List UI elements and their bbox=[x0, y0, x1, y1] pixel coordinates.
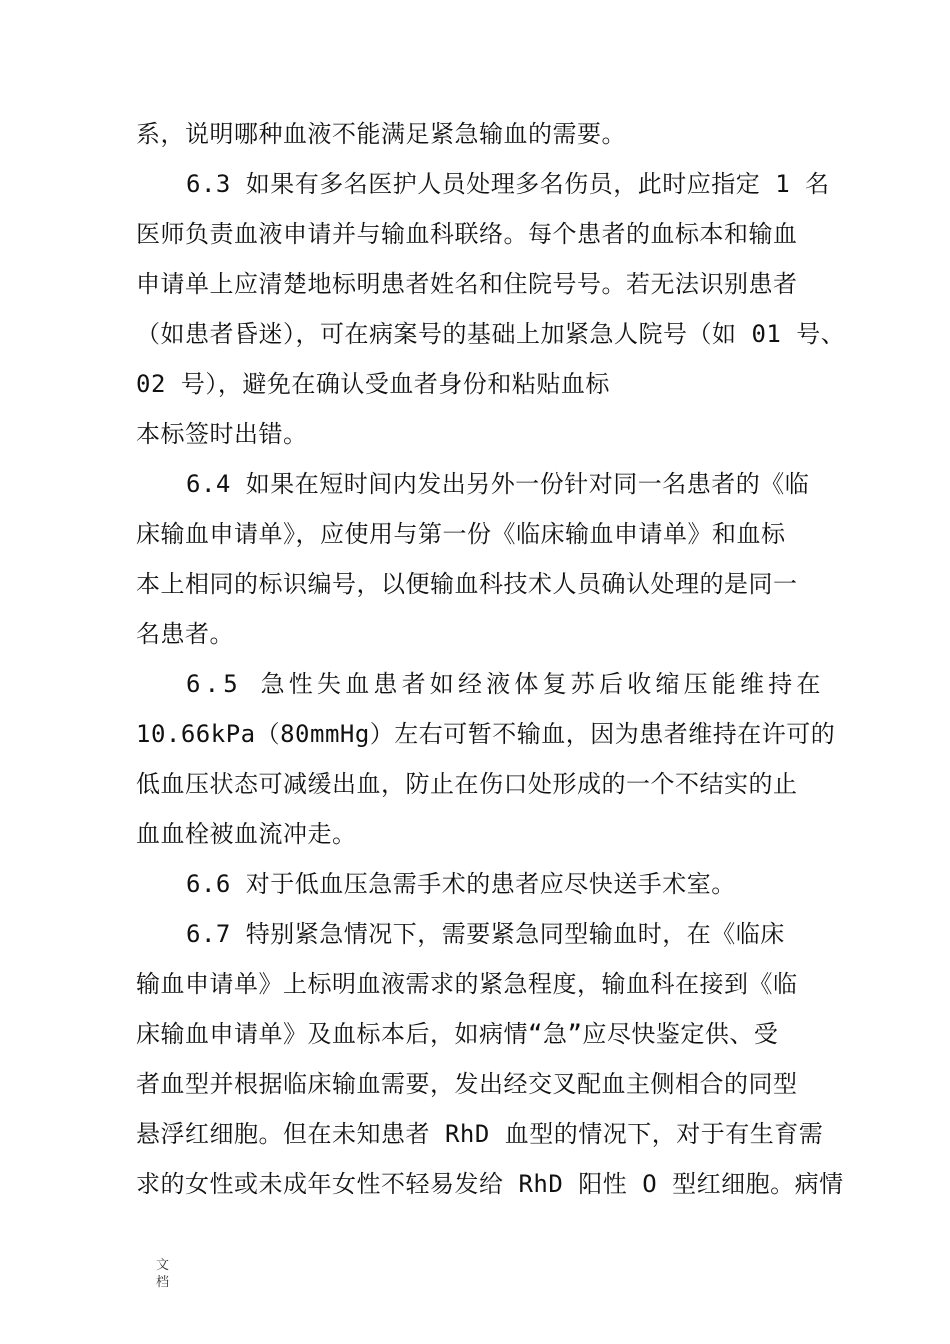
text-line: 床输血申请单》及血标本后，如病情“急”应尽快鉴定供、受 bbox=[136, 1020, 779, 1048]
paragraph-6-6: 6.6 对于低血压急需手术的患者应尽快送手术室。 bbox=[186, 870, 736, 898]
text-line: 02 号），避免在确认受血者身份和粘贴血标 bbox=[136, 370, 610, 398]
text-line: （如患者昏迷），可在病案号的基础上加紧急人院号（如 01 号、 bbox=[136, 320, 846, 348]
text-line: 申请单上应清楚地标明患者姓名和住院号号。若无法识别患者 bbox=[136, 270, 798, 298]
text-line: 输血申请单》上标明血液需求的紧急程度，输血科在接到《临 bbox=[136, 970, 798, 998]
paragraph-6-3-start: 6.3 如果有多名医护人员处理多名伤员，此时应指定 1 名 bbox=[186, 170, 830, 198]
text-line: 床输血申请单》，应使用与第一份《临床输血申请单》和血标 bbox=[136, 520, 786, 548]
text-line: 血血栓被血流冲走。 bbox=[136, 820, 357, 848]
paragraph-6-5-start: 6.5 急性失血患者如经液体复苏后收缩压能维持在 bbox=[186, 670, 825, 698]
text-line: 10.66kPa（80mmHg）左右可暂不输血，因为患者维持在许可的 bbox=[136, 720, 836, 748]
text-line: 悬浮红细胞。但在未知患者 RhD 血型的情况下，对于有生育需 bbox=[136, 1120, 824, 1148]
text-line: 者血型并根据临床输血需要，发出经交叉配血主侧相合的同型 bbox=[136, 1070, 798, 1098]
text-line: 求的女性或未成年女性不轻易发给 RhD 阳性 O 型红细胞。病情 bbox=[136, 1170, 844, 1198]
text-line: 低血压状态可减缓出血，防止在伤口处形成的一个不结实的止 bbox=[136, 770, 798, 798]
text-line: 名患者。 bbox=[136, 620, 234, 648]
text-line: 医师负责血液申请并与输血科联络。每个患者的血标本和输血 bbox=[136, 220, 798, 248]
paragraph-6-7-start: 6.7 特别紧急情况下，需要紧急同型输血时，在《临床 bbox=[186, 920, 785, 948]
text-line: 本标签时出错。 bbox=[136, 420, 308, 448]
paragraph-6-4-start: 6.4 如果在短时间内发出另外一份针对同一名患者的《临 bbox=[186, 470, 810, 498]
text-line: 系，说明哪种血液不能满足紧急输血的需要。 bbox=[136, 120, 626, 148]
footer-label: 文档 bbox=[156, 1258, 170, 1290]
text-line: 本上相同的标识编号，以便输血科技术人员确认处理的是同一 bbox=[136, 570, 798, 598]
